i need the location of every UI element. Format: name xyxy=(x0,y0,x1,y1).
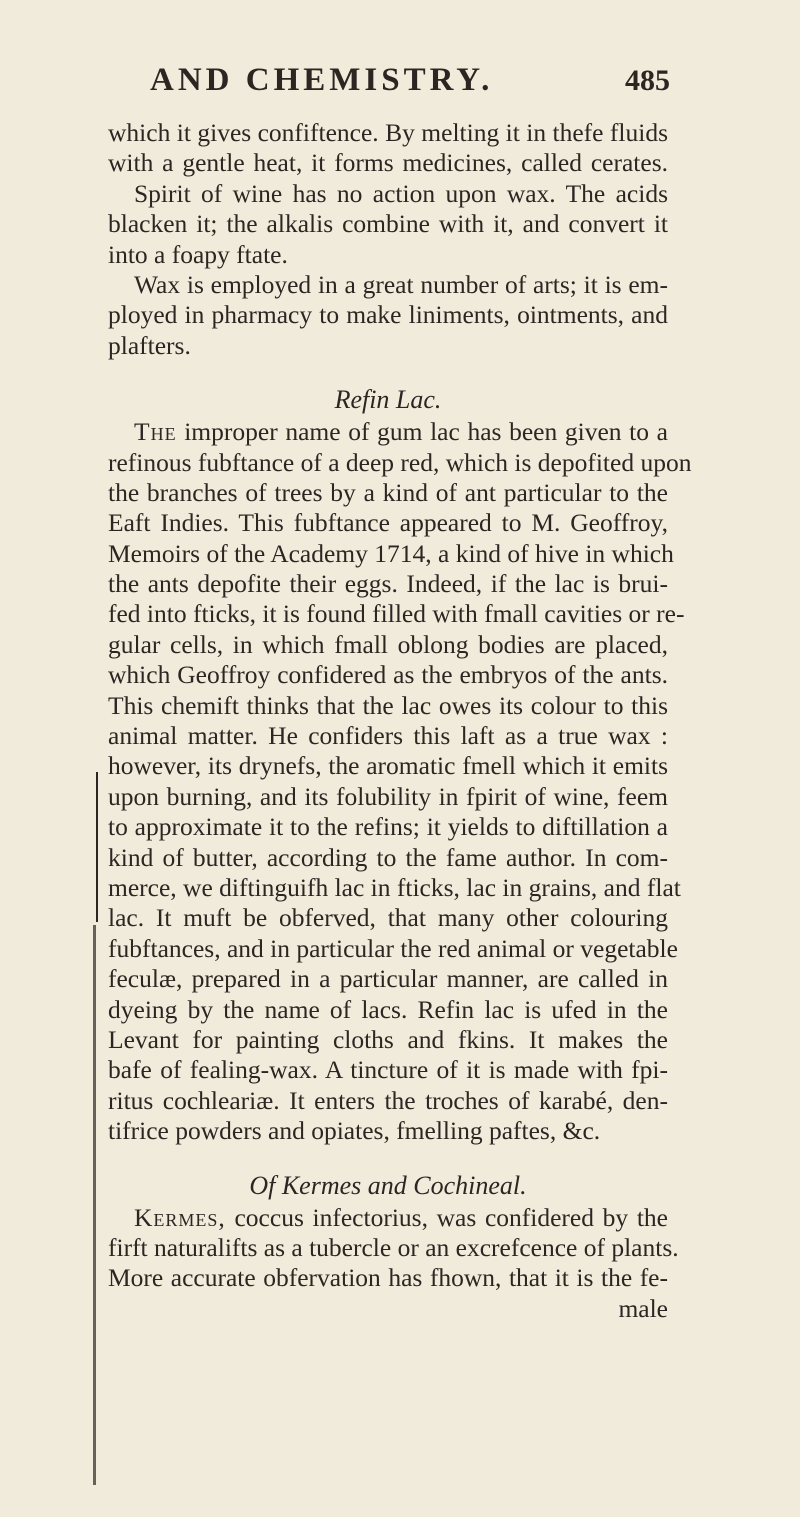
text-line: which Geoffroy confidered as the embryos of the ants. xyxy=(108,660,668,690)
text-line: the branches of trees by a kind of ant particular to the xyxy=(108,477,668,507)
text-line: with a gentle heat, it forms medicines, called cerates. xyxy=(108,148,668,178)
page-number: 485 xyxy=(625,64,670,97)
section-heading-resin-lac: Refin Lac. xyxy=(334,385,442,415)
text-line: ployed in pharmacy to make liniments, ointments, and xyxy=(108,300,668,330)
text-line: which it gives confiftence. By melting it in thefe fluids xyxy=(108,118,668,147)
text-line: Eaft Indies. This fubftance appeared to M. Geoffroy, xyxy=(108,508,668,538)
paragraph-kermes xyxy=(108,1202,679,1325)
text-line: blacken it; the alkalis combine with it, and convert it xyxy=(108,209,668,239)
text-line: More accurate obfervation has fhown, that it is the fe- xyxy=(108,1263,668,1293)
spacer xyxy=(108,361,668,383)
running-head xyxy=(150,62,670,102)
text-line xyxy=(108,417,668,447)
text-line: firft naturalifts as a tubercle or an excrefcence of plants. xyxy=(108,1232,679,1262)
text-line: upon burning, and its folubility in fpirit of wine, feem xyxy=(108,781,668,811)
body-text xyxy=(108,118,692,1324)
text-line: to approximate it to the refins; it yields to diftillation a xyxy=(108,812,668,842)
text-line: however, its drynefs, the aromatic fmell which it emits xyxy=(108,751,668,781)
text-line: Spirit of wine has no action upon wax. The acids xyxy=(134,178,668,208)
text-line: bafe of fealing-wax. A tincture of it is made with fpi- xyxy=(108,1055,668,1085)
text-line: lac. It muft be obferved, that many other colouring xyxy=(108,903,668,933)
text-line: plafters. xyxy=(108,330,191,360)
running-title: AND CHEMISTRY. xyxy=(150,62,494,98)
text-line: feculæ, prepared in a particular manner, are called in xyxy=(108,964,668,994)
text-line: into a foapy ftate. xyxy=(108,239,288,269)
paragraph-resin-lac xyxy=(108,417,692,1146)
margin-rule-upper xyxy=(96,772,98,922)
text-line: animal matter. He confiders this laft as a true wax : xyxy=(108,721,668,751)
text-line: gular cells, in which fmall oblong bodies are placed, xyxy=(108,629,668,659)
text-line: This chemift thinks that the lac owes its colour to this xyxy=(108,690,668,720)
paragraph-wax-uses xyxy=(108,270,668,361)
text-line: refinous fubftance of a deep red, which is depofited upon xyxy=(108,447,692,477)
line-rest: improper name of gum lac has been given to a xyxy=(176,417,668,447)
text-line: merce, we diftinguifh lac in fticks, lac in grains, and flat xyxy=(108,872,681,902)
text-line: tifrice powders and opiates, fmelling paftes, &c. xyxy=(108,1116,601,1146)
text-line xyxy=(108,1203,668,1233)
margin-rule-lower xyxy=(93,925,96,1485)
lead-word: The xyxy=(134,417,177,447)
text-line: Memoirs of the Academy 1714, a kind of hive in which xyxy=(108,538,674,568)
text-line: Levant for painting cloths and fkins. It makes the xyxy=(108,1024,668,1054)
text-line: Wax is employed in a great number of arts; it is em- xyxy=(134,269,668,299)
spacer xyxy=(108,1147,668,1169)
text-line: dyeing by the name of lacs. Refin lac is ufed in the xyxy=(108,994,668,1024)
text-line: ritus cochleariæ. It enters the troches of karabé, den- xyxy=(108,1085,668,1115)
text-line: fed into fticks, it is found filled with fmall cavities or re- xyxy=(108,599,685,629)
paragraph-cerates xyxy=(108,118,668,270)
text-line: kind of butter, according to the fame author. In com- xyxy=(108,842,668,872)
lead-word: Kermes, xyxy=(134,1202,226,1232)
line-rest: coccus infectorius, was confidered by the xyxy=(225,1202,668,1232)
text-line: the ants depofite their eggs. Indeed, if the lac is brui- xyxy=(108,569,668,599)
catchword: male xyxy=(618,1293,668,1323)
section-heading-kermes: Of Kermes and Cochineal. xyxy=(249,1170,527,1200)
text-line: fubftances, and in particular the red animal or vegetable xyxy=(108,933,678,963)
